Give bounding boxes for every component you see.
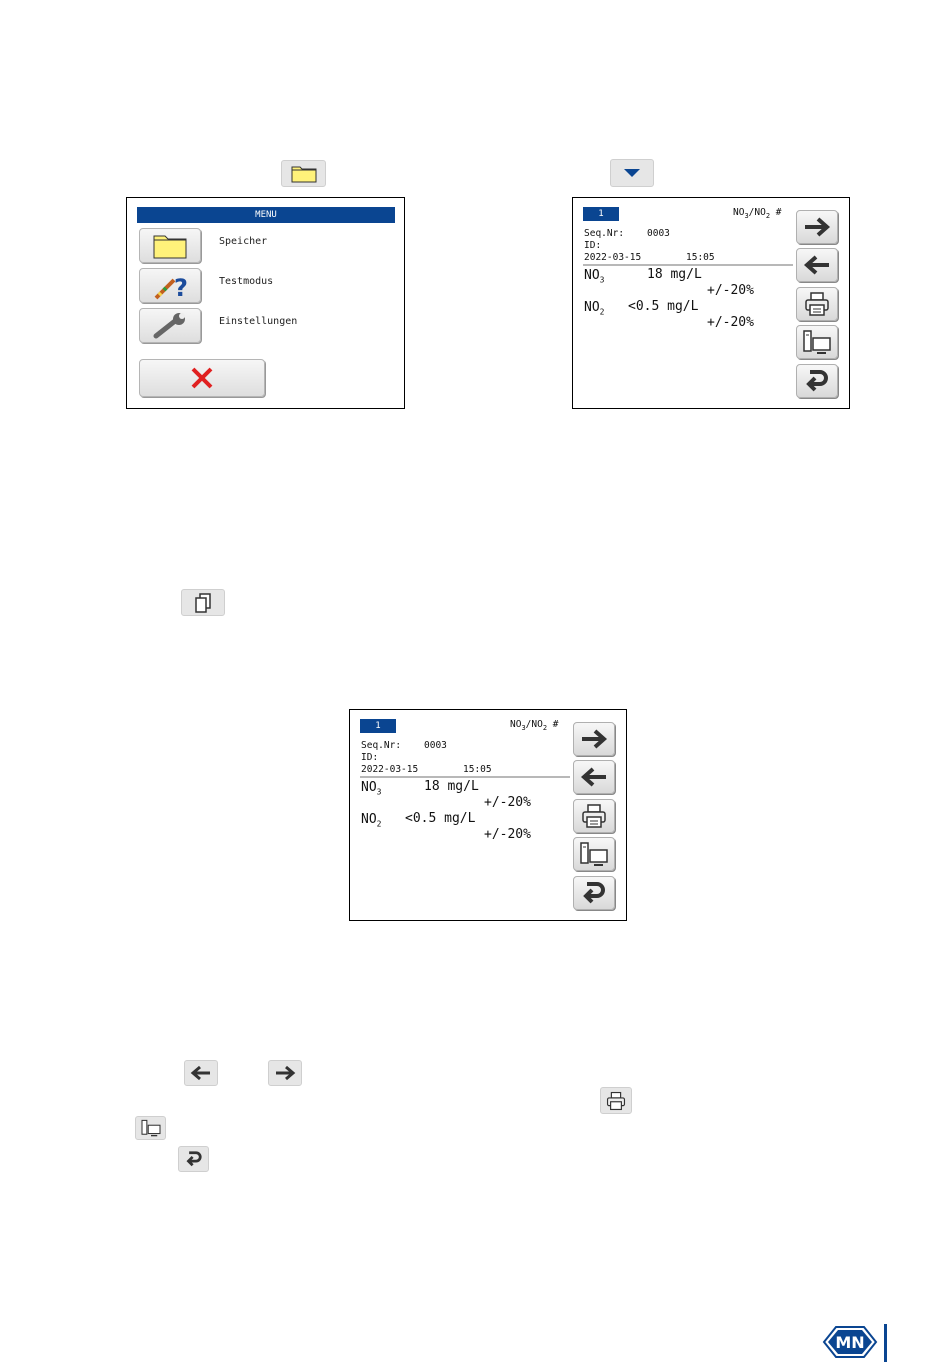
back-button[interactable] bbox=[573, 876, 615, 910]
next-button-inline[interactable] bbox=[268, 1060, 302, 1086]
previous-button[interactable] bbox=[796, 248, 838, 282]
folder-icon bbox=[291, 165, 317, 183]
arrow-left-icon bbox=[580, 767, 608, 787]
result-index-badge: 1 bbox=[360, 719, 396, 733]
seq-label: Seq.Nr: bbox=[584, 228, 625, 239]
test-strip-question-icon bbox=[150, 271, 190, 301]
wrench-icon bbox=[151, 312, 189, 340]
seq-label: Seq.Nr: bbox=[361, 740, 402, 751]
return-icon bbox=[804, 368, 830, 394]
result-2-value: <0.5 mg/L bbox=[405, 811, 476, 826]
print-button[interactable] bbox=[796, 287, 838, 321]
result-1-value: 18 mg/L bbox=[424, 779, 479, 794]
logo-divider bbox=[884, 1324, 887, 1362]
time: 15:05 bbox=[686, 252, 715, 263]
result-2-tolerance: +/-20% bbox=[484, 827, 531, 842]
id-label: ID: bbox=[361, 752, 379, 763]
previous-button-inline[interactable] bbox=[184, 1060, 218, 1086]
result-screen-top bbox=[572, 197, 850, 409]
result-index-badge: 1 bbox=[583, 207, 619, 221]
pc-transfer-button-inline[interactable] bbox=[135, 1116, 166, 1140]
triangle-down-icon bbox=[623, 168, 641, 178]
result-2-param: $NO_2$ bbox=[361, 812, 382, 829]
pc-transfer-button[interactable] bbox=[573, 837, 615, 871]
id-label: ID: bbox=[584, 240, 602, 251]
folder-icon bbox=[153, 233, 187, 259]
dropdown-button-inline[interactable] bbox=[610, 159, 654, 187]
separator bbox=[583, 264, 793, 266]
printer-icon bbox=[804, 291, 830, 317]
settings-button[interactable] bbox=[139, 308, 201, 343]
arrow-left-icon bbox=[803, 255, 831, 275]
result-1-value: 18 mg/L bbox=[647, 267, 702, 282]
printer-icon bbox=[581, 803, 607, 829]
seq-value: 0003 bbox=[647, 228, 670, 239]
next-button[interactable] bbox=[796, 210, 838, 244]
close-button[interactable] bbox=[139, 359, 265, 397]
computer-icon bbox=[802, 329, 832, 355]
result-2-param: $NO_2$ bbox=[584, 300, 605, 317]
return-icon bbox=[185, 1150, 203, 1168]
memory-button[interactable] bbox=[139, 228, 201, 263]
test-name: $NO_3/NO_2$ # bbox=[733, 207, 782, 220]
arrow-right-icon bbox=[803, 217, 831, 237]
copy-icon bbox=[193, 593, 213, 613]
print-button[interactable] bbox=[573, 799, 615, 833]
separator bbox=[360, 776, 570, 778]
mn-logo bbox=[822, 1325, 878, 1363]
seq-value: 0003 bbox=[424, 740, 447, 751]
arrow-right-icon bbox=[274, 1065, 296, 1081]
menu-item-testmodus: Testmodus bbox=[219, 276, 274, 287]
date: 2022-03-15 bbox=[361, 764, 419, 775]
back-button-inline[interactable] bbox=[178, 1146, 209, 1172]
menu-title: MENU bbox=[137, 207, 395, 223]
return-icon bbox=[581, 880, 607, 906]
pc-transfer-button[interactable] bbox=[796, 325, 838, 359]
copy-button-inline[interactable] bbox=[181, 589, 225, 616]
print-button-inline[interactable] bbox=[600, 1087, 632, 1114]
menu-item-einstellungen: Einstellungen bbox=[219, 316, 298, 327]
svg-text:MN: MN bbox=[835, 1333, 865, 1352]
time: 15:05 bbox=[463, 764, 492, 775]
back-button[interactable] bbox=[796, 364, 838, 398]
previous-button[interactable] bbox=[573, 760, 615, 794]
arrow-right-icon bbox=[580, 729, 608, 749]
result-screen-middle bbox=[349, 709, 627, 921]
arrow-left-icon bbox=[190, 1065, 212, 1081]
svg-text:?: ? bbox=[174, 273, 188, 301]
test-mode-button[interactable] bbox=[139, 268, 201, 303]
computer-icon bbox=[579, 841, 609, 867]
computer-icon bbox=[140, 1119, 162, 1137]
menu-item-speicher: Speicher bbox=[219, 236, 268, 247]
printer-icon bbox=[606, 1091, 626, 1111]
test-name: $NO_3/NO_2$ # bbox=[510, 719, 559, 732]
result-2-value: <0.5 mg/L bbox=[628, 299, 699, 314]
result-1-param: $NO_3$ bbox=[584, 268, 605, 285]
menu-screen bbox=[126, 197, 405, 409]
folder-button-inline[interactable] bbox=[281, 160, 326, 187]
result-1-tolerance: +/-20% bbox=[484, 795, 531, 810]
result-1-tolerance: +/-20% bbox=[707, 283, 754, 298]
result-1-param: $NO_3$ bbox=[361, 780, 382, 797]
result-2-tolerance: +/-20% bbox=[707, 315, 754, 330]
date: 2022-03-15 bbox=[584, 252, 642, 263]
close-icon bbox=[190, 366, 214, 390]
next-button[interactable] bbox=[573, 722, 615, 756]
